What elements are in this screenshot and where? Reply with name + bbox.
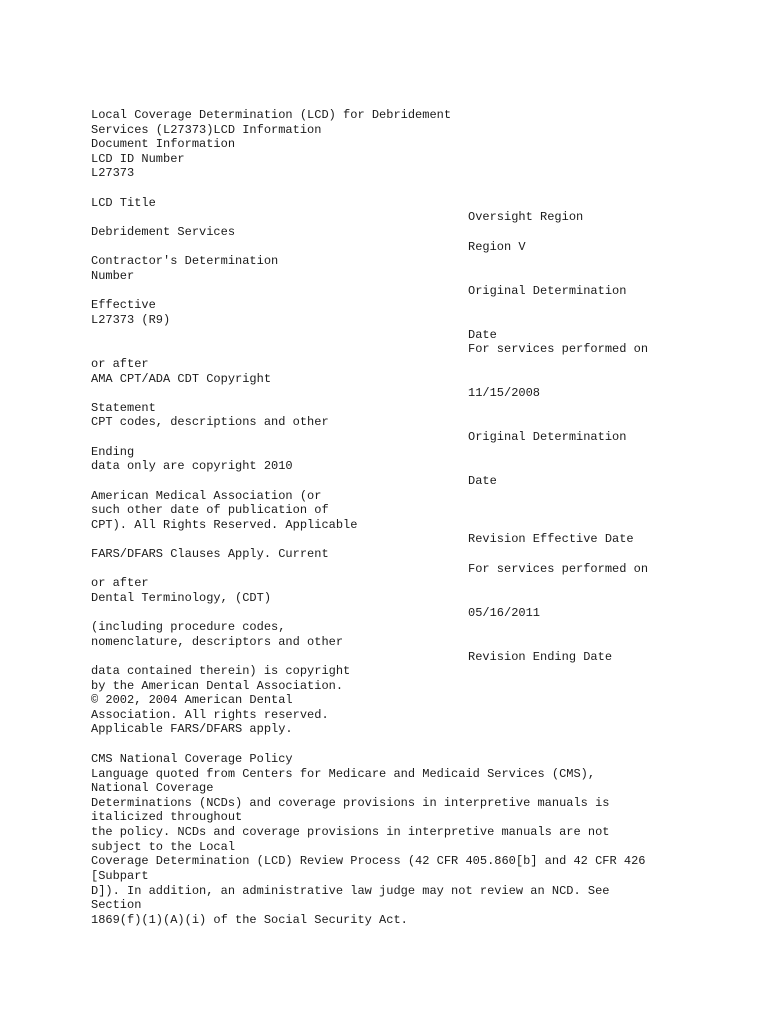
policy-text-line-5: the policy. NCDs and coverage provisions in interpretive manuals are not — [91, 825, 610, 839]
field-label-original-ending-date-1: Original Determination — [468, 430, 627, 444]
field-value-contractor-determination-number: L27373 (R9) — [91, 313, 171, 327]
copyright-text-line-1: CPT codes, descriptions and other — [91, 415, 329, 429]
policy-text-line-2: National Coverage — [91, 781, 214, 795]
field-label-original-ending-date-2: Ending — [91, 445, 135, 459]
document-title-line-2: Services (L27373)LCD Information — [91, 123, 322, 137]
policy-text-line-8: [Subpart — [91, 869, 149, 883]
field-label-contractor-determination-number-2: Number — [91, 269, 135, 283]
policy-text-line-3: Determinations (NCDs) and coverage provisions in interpretive manuals is — [91, 796, 610, 810]
field-label-lcd-id-number: LCD ID Number — [91, 152, 185, 166]
field-value-lcd-id: L27373 — [91, 166, 135, 180]
field-label-original-effective-date-2: Effective — [91, 298, 156, 312]
copyright-text-line-11: by the American Dental Association. — [91, 679, 344, 693]
field-label-oversight-region: Oversight Region — [468, 210, 584, 224]
field-value-revision-effective-date-2: or after — [91, 576, 149, 590]
field-label-original-ending-date-3: Date — [468, 474, 497, 488]
copyright-text-line-4: such other date of publication of — [91, 503, 329, 517]
copyright-text-line-2: data only are copyright 2010 — [91, 459, 293, 473]
policy-text-line-1: Language quoted from Centers for Medicare and Medicaid Services (CMS), — [91, 767, 596, 781]
copyright-text-line-6: FARS/DFARS Clauses Apply. Current — [91, 547, 329, 561]
field-value-lcd-title: Debridement Services — [91, 225, 236, 239]
copyright-text-line-12: © 2002, 2004 American Dental — [91, 693, 293, 707]
copyright-text-line-9: nomenclature, descriptors and other — [91, 635, 344, 649]
policy-text-line-4: italicized throughout — [91, 810, 243, 824]
field-value-original-effective-date-3: 11/15/2008 — [468, 386, 541, 400]
copyright-text-line-3: American Medical Association (or — [91, 489, 322, 503]
field-label-lcd-title: LCD Title — [91, 196, 156, 210]
policy-text-line-7: Coverage Determination (LCD) Review Process (42 CFR 405.860[b] and 42 CFR 426 — [91, 854, 646, 868]
copyright-text-line-13: Association. All rights reserved. — [91, 708, 329, 722]
field-label-original-effective-date-1: Original Determination — [468, 284, 627, 298]
field-label-original-effective-date-3: Date — [468, 328, 497, 342]
policy-text-line-11: 1869(f)(1)(A)(i) of the Social Security Act. — [91, 913, 408, 927]
field-label-contractor-determination-number-1: Contractor's Determination — [91, 254, 279, 268]
copyright-text-line-14: Applicable FARS/DFARS apply. — [91, 722, 293, 736]
policy-text-line-9: D]). In addition, an administrative law judge may not review an NCD. See — [91, 884, 610, 898]
copyright-text-line-5: CPT). All Rights Reserved. Applicable — [91, 518, 358, 532]
section-heading-document-information: Document Information — [91, 137, 236, 151]
copyright-text-line-8: (including procedure codes, — [91, 620, 286, 634]
field-value-original-effective-date-2: or after — [91, 357, 149, 371]
field-label-copyright-statement-1: AMA CPT/ADA CDT Copyright — [91, 372, 272, 386]
copyright-text-line-7: Dental Terminology, (CDT) — [91, 591, 272, 605]
field-value-revision-effective-date-1: For services performed on — [468, 562, 649, 576]
field-label-revision-effective-date: Revision Effective Date — [468, 532, 634, 546]
policy-text-line-6: subject to the Local — [91, 840, 236, 854]
field-value-revision-effective-date-3: 05/16/2011 — [468, 606, 541, 620]
copyright-text-line-10: data contained therein) is copyright — [91, 664, 351, 678]
field-label-revision-ending-date: Revision Ending Date — [468, 650, 613, 664]
field-label-copyright-statement-2: Statement — [91, 401, 156, 415]
field-value-oversight-region: Region V — [468, 240, 526, 254]
field-value-original-effective-date-1: For services performed on — [468, 342, 649, 356]
document-title-line-1: Local Coverage Determination (LCD) for Debridement — [91, 108, 452, 122]
section-heading-cms-national-coverage-policy: CMS National Coverage Policy — [91, 752, 293, 766]
policy-text-line-10: Section — [91, 898, 142, 912]
